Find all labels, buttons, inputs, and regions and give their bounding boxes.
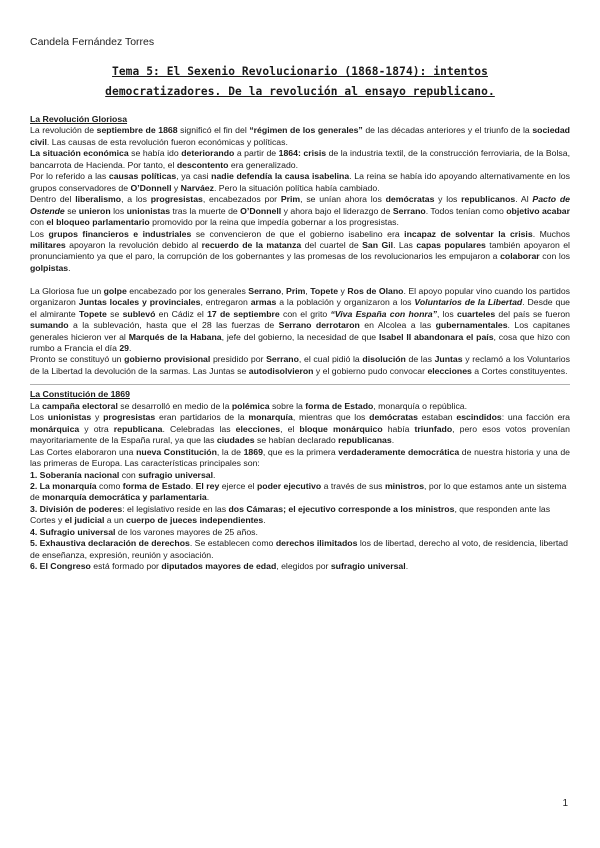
paragraph: La revolución de septiembre de 1868 significó el fin del “régimen de los generales” de las décadas anteriores y el triunfo de la sociedad civil. Las causas de esta revolución fueron económicas y políticas. bbox=[30, 125, 570, 147]
page-number: 1 bbox=[562, 798, 568, 809]
section-heading: La Revolución Gloriosa bbox=[30, 114, 128, 124]
list-item: 5. Exhaustiva declaración de derechos. Se establecen como derechos ilimitados los de libertad, derecho al voto, de residencia, libertad de enseñanza, expresión, reunión y asociación. bbox=[30, 538, 568, 560]
list-item: 1. Soberanía nacional con sufragio universal. bbox=[30, 469, 216, 480]
paragraph: La campaña electoral se desarrolló en medio de la polémica sobre la forma de Estado, monarquía o república. bbox=[30, 400, 468, 411]
paragraph: La Gloriosa fue un golpe encabezado por los generales Serrano, Prim, Topete y Ros de Olano. El apoyo popular vino cuando los partidos organizaron Juntas locales y provinciales, entregaron armas a la población y organizaron a los Voluntarios de la Libertad. Desde que el almirante Topete se sublevó en Cádiz el 17 de septiembre con el grito “Viva España con honra”, los cuarteles del país se fueron sumando a la sublevación, hasta que el 28 las fuerzas de Serrano derrotaron en Alcolea a las gubernamentales. Los capitanes generales hicieron ver al Marqués de la Habana, jefe del gobierno, la necesidad de que Isabel II abandonara el país, cosa que hizo con rumbo a Francia el día 29. bbox=[30, 285, 571, 353]
section-divider bbox=[30, 384, 570, 385]
title-period: . bbox=[487, 85, 495, 98]
list-item: 4. Sufragio universal de los varones mayores de 25 años. bbox=[30, 526, 258, 537]
title-line-2: democratizadores. De la revolución al ensayo republicano bbox=[105, 85, 488, 98]
paragraph: Los unionistas y progresistas eran partidarios de la monarquía, mientras que los demócratas estaban escindidos: una facción era monárquica y otra republicana. Celebradas las elecciones, el bloque monárquico había triunfado, pero esos votos provenían mayoritariamente de la España rural, ya que las ciudades se habían declarado republicanas. bbox=[30, 412, 571, 446]
author-name: Candela Fernández Torres bbox=[30, 36, 155, 48]
paragraph: Pronto se constituyó un gobierno provisional presidido por Serrano, el cual pidió la disolución de las Juntas y reclamó a los Voluntarios de la Libertad la devolución de la sarmas. Las Juntas se autodisolvieron y el gobierno pudo convocar elecciones a Cortes constituyentes. bbox=[30, 354, 570, 376]
paragraph: Dentro del liberalismo, a los progresistas, encabezados por Prim, se unían ahora los demócratas y los republicanos. Al Pacto de Ostende se unieron los unionistas tras la muerte de O’Donnell y ahora bajo el liderazgo de Serrano. Todos tenían como objetivo acabar con el bloqueo parlamentario promovido por la reina que impedía gobernar a los progresistas. bbox=[30, 194, 570, 228]
list-item: 2. La monarquía como forma de Estado. El rey ejerce el poder ejecutivo a través de sus ministros, por lo que estamos ante un sistema de monarquía democrática y parlamentaria. bbox=[30, 480, 567, 503]
paragraph: Las Cortes elaboraron una nueva Constitución, la de 1869, que es la primera verdaderamente democrática de nuestra historia y una de las primeras de Europa. Las características principales son: bbox=[30, 446, 571, 469]
document-title bbox=[40, 62, 560, 102]
section-heading: La Constitución de 1869 bbox=[30, 389, 130, 400]
paragraph: Por lo referido a las causas políticas, ya casi nadie defendía la causa isabelina. La reina se había ido apoyando alternativamente en los grupos conservadores de O’Donnell y Narváez. Pero la situación política había cambiado. bbox=[30, 171, 570, 193]
paragraph: La situación económica se había ido deteriorando a partir de 1864: crisis de la industria textil, de la construcción ferroviaria, de la Bolsa, bancarrota de Hacienda. Por tanto, el descontento era generalizado. bbox=[30, 148, 570, 170]
paragraph: Los grupos financieros e industriales se convencieron de que el gobierno isabelino era incapaz de solventar la crisis. Muchos militares apoyaron la revolución debido al recuerdo de la matanza del cuartel de San Gil. Las capas populares también apoyaron el pronunciamiento ya que el paro, la corrupción de los gobernantes y las promesas de los revolucionarios les empujaron a colaborar con los golpistas. bbox=[30, 228, 571, 273]
list-item: 3. División de poderes: el legislativo reside en las dos Cámaras; el ejecutivo corresponde a los ministros, que responden ante las Cortes y el judicial a un cuerpo de jueces independientes. bbox=[30, 503, 551, 526]
list-item: 6. El Congreso está formado por diputados mayores de edad, elegidos por sufragio universal. bbox=[30, 561, 409, 572]
paragraph-gap bbox=[30, 274, 570, 285]
document-body bbox=[30, 114, 570, 573]
title-line-1: Tema 5: El Sexenio Revolucionario (1868-1874): intentos bbox=[112, 65, 488, 78]
